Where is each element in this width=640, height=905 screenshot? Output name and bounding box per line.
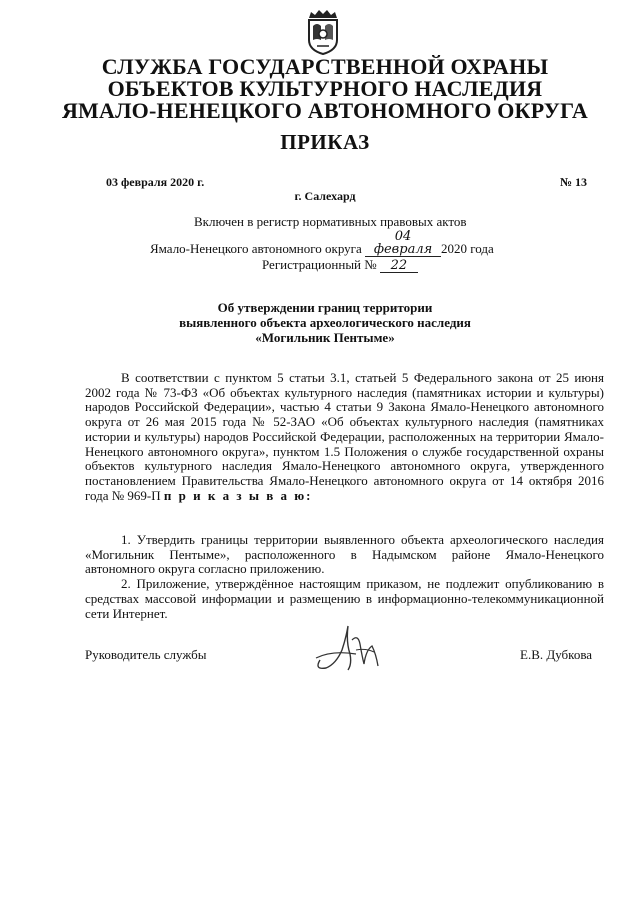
order-subject [0, 300, 640, 345]
coat-of-arms-emblem-icon [303, 4, 343, 56]
registry-line-1: Включен в регистр нормативных правовых актов [194, 214, 467, 229]
registry-handwritten-date: 04 февраля [365, 230, 441, 257]
order-item-1: 1. Утвердить границы территории выявленного объекта археологического наследия «Могильник Пентыме», расположенного в Надымском районе Ямало-Ненецкого автономного округа согласно приложению. [85, 532, 604, 577]
registry-line-2-suffix: 2020 года [441, 241, 494, 256]
signatory-title: Руководитель службы [85, 647, 207, 662]
subject-line-1: Об утверждении границ территории [217, 300, 433, 315]
handwritten-signature-icon [312, 620, 382, 675]
preamble-paragraph [85, 371, 604, 503]
preamble-text: В соответствии с пунктом 5 статьи 3.1, статьей 5 Федерального закона от 25 июня 2002 года № 73-ФЗ «Об объектах культурного наследия (памятниках истории и культуры) народов Российской Федерации», частью 4 статьи 9 Закона Ямало-Ненецкого автономного округа от 26 мая 2015 года № 52-ЗАО «Об объектах культурного наследия (памятниках истории и культуры) народов Российской Федерации, расположенных на территории Ямало-Ненецкого автономного округа», пунктом 1.5 Положения о службе государственной охраны объектов культурного наследия Ямало-Ненецкого автономного округа, утвержденного постановлением Правительства Ямало-Ненецкого автономного округа от 14 октября 2016 года № 969-П [85, 370, 604, 503]
registry-line-2-prefix: Ямало-Ненецкого автономного округа [150, 241, 362, 256]
preamble [85, 371, 604, 503]
registry-number-label: Регистрационный № [262, 257, 377, 272]
agency-title-line-1: СЛУЖБА ГОСУДАРСТВЕННОЙ ОХРАНЫ [101, 54, 549, 79]
order-date: 03 февраля 2020 г. [106, 175, 205, 189]
order-items [85, 533, 604, 621]
registry-line-2 [150, 230, 494, 257]
agency-title-line-2: ОБЪЕКТОВ КУЛЬТУРНОГО НАСЛЕДИЯ [107, 76, 543, 101]
order-directive-word: п р и к а з ы в а ю: [163, 487, 313, 503]
registry-handwritten-number: 22 [380, 259, 418, 273]
order-city: г. Салехард [294, 189, 356, 203]
document-type: ПРИКАЗ [280, 130, 370, 154]
registry-line-3 [150, 257, 494, 273]
agency-title-line-3: ЯМАЛО-НЕНЕЦКОГО АВТОНОМНОГО ОКРУГА [61, 98, 589, 123]
order-item-2: 2. Приложение, утверждённое настоящим приказом, не подлежит опубликованию в средствах массовой информации и размещению в информационно-телекоммуникационной сети Интернет. [85, 576, 604, 621]
order-number: № 13 [560, 175, 588, 189]
registry-stamp [150, 214, 494, 273]
agency-title [60, 56, 590, 122]
signatory-name: Е.В. Дубкова [520, 647, 593, 662]
subject-line-3: «Могильник Пентыме» [255, 330, 395, 345]
subject-line-2: выявленного объекта археологического наследия [179, 315, 471, 330]
